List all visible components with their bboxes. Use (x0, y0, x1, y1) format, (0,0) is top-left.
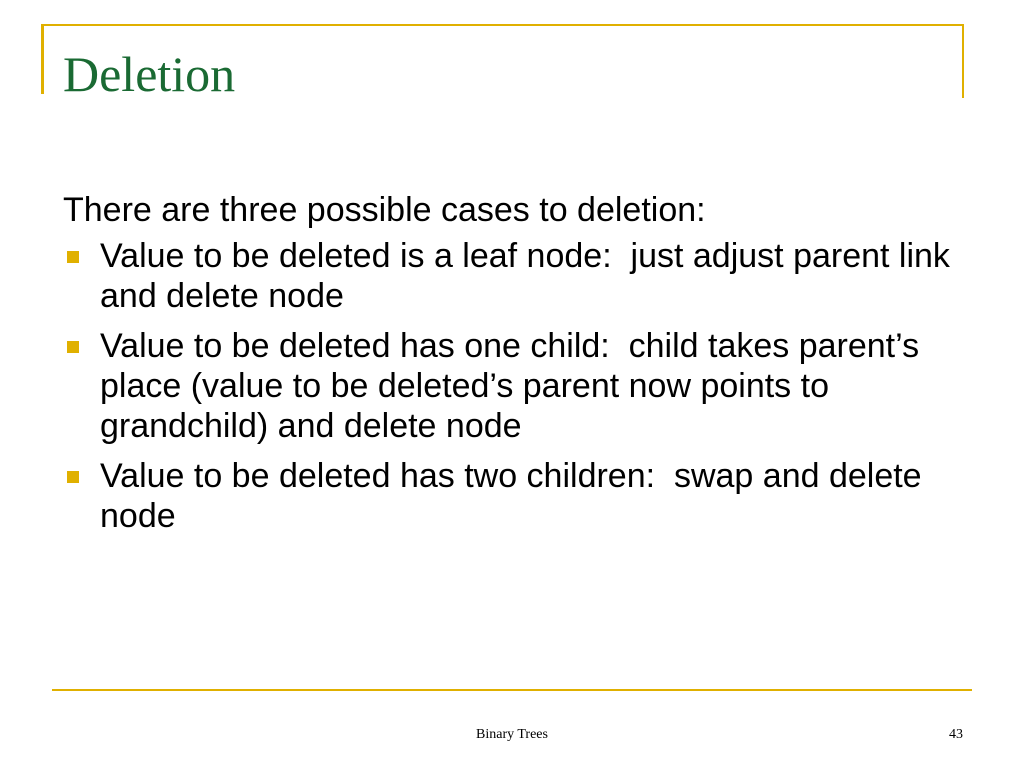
bullet-item (63, 456, 973, 536)
slide-content (63, 190, 973, 546)
footer-divider (52, 689, 972, 691)
square-bullet-icon (67, 341, 79, 353)
bullet-list (63, 236, 973, 536)
square-bullet-icon (67, 471, 79, 483)
frame-top-line (41, 24, 963, 26)
bullet-text: Value to be deleted has two children: swap and delete node (100, 457, 922, 535)
bullet-text: Value to be deleted is a leaf node: just adjust parent link and delete node (100, 237, 950, 315)
frame-right-line (962, 24, 964, 98)
square-bullet-icon (67, 251, 79, 263)
frame-left-line (41, 24, 44, 94)
intro-text: There are three possible cases to deletion: (63, 191, 706, 229)
bullet-item (63, 326, 973, 446)
page-number: 43 (949, 727, 963, 742)
bullet-item (63, 236, 973, 316)
footer-title: Binary Trees (476, 727, 548, 742)
slide-title: Deletion (63, 46, 236, 102)
bullet-text: Value to be deleted has one child: child takes parent’s place (value to be deleted’s parent now points to grandchild) and delete node (100, 327, 920, 445)
